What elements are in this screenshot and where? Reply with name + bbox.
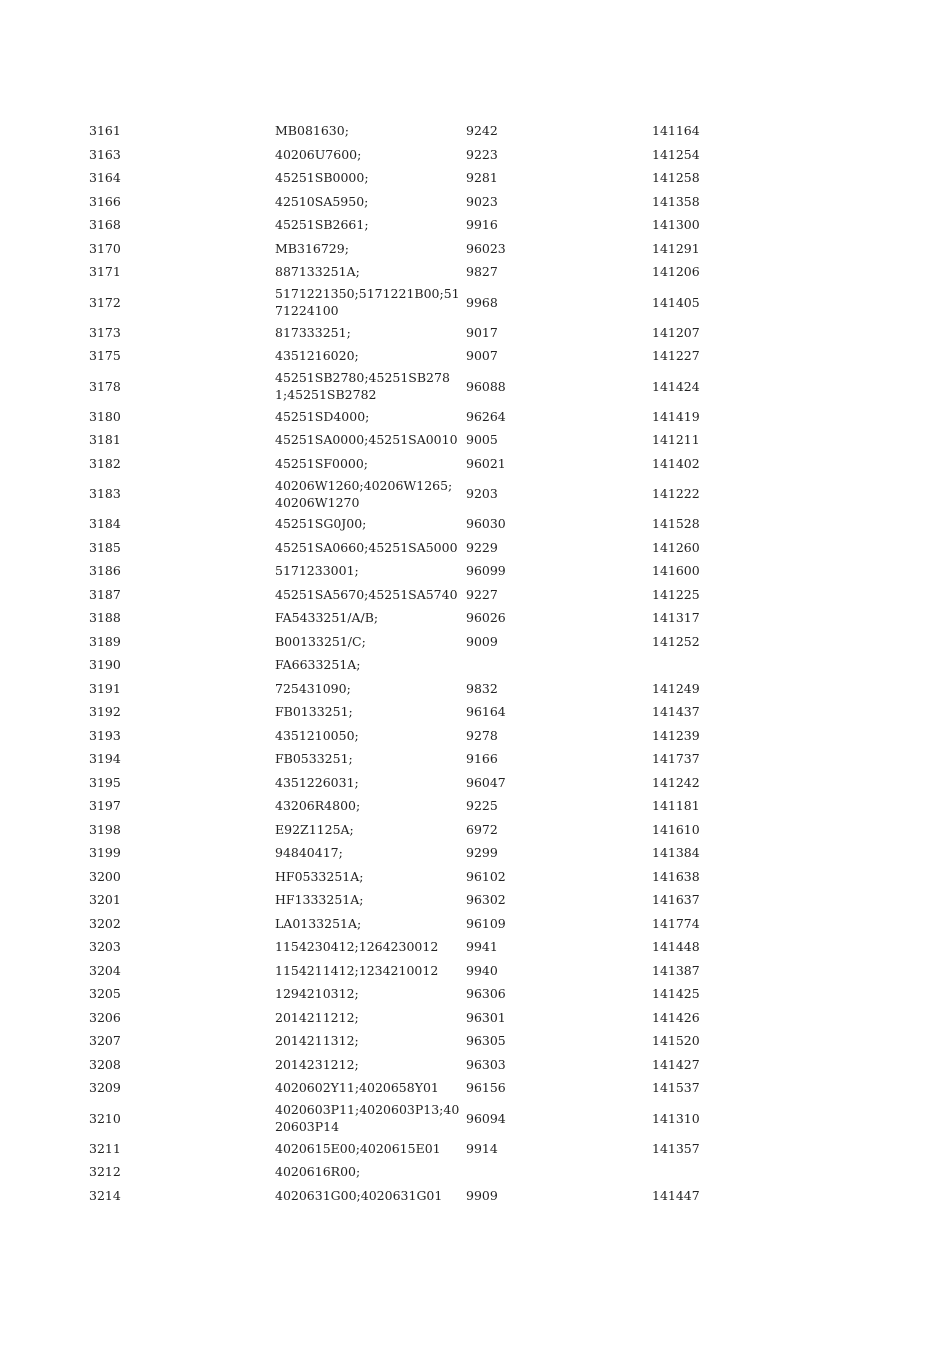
cell-item-number: 3170 bbox=[89, 240, 121, 256]
cell-product-code: 141425 bbox=[652, 986, 700, 1002]
cell-reference-number: 9203 bbox=[466, 486, 498, 501]
cell-reference-number: 9009 bbox=[466, 633, 498, 649]
cell-oem-numbers: 2014231212; bbox=[275, 1056, 359, 1072]
cell-reference-number: 96023 bbox=[466, 240, 506, 256]
cell-reference-number: 9914 bbox=[466, 1140, 498, 1156]
cell-oem-numbers: E92Z1125A; bbox=[275, 821, 354, 837]
cell-reference-number: 9007 bbox=[466, 348, 498, 364]
cell-reference-number: 96094 bbox=[466, 1110, 506, 1126]
cell-reference-number: 9827 bbox=[466, 264, 498, 280]
cell-reference-number: 9832 bbox=[466, 680, 498, 696]
table-row bbox=[89, 428, 749, 452]
cell-product-code: 141427 bbox=[652, 1056, 700, 1072]
cell-oem-numbers: 4020602Y11;4020658Y01 bbox=[275, 1080, 439, 1096]
cell-item-number: 3212 bbox=[89, 1164, 121, 1180]
cell-item-number: 3209 bbox=[89, 1080, 121, 1096]
cell-oem-numbers: 5171221350;5171221B00;5171224100 bbox=[275, 286, 460, 318]
cell-product-code: 141227 bbox=[652, 348, 700, 364]
cell-item-number: 3189 bbox=[89, 633, 121, 649]
cell-reference-number: 9281 bbox=[466, 170, 498, 186]
cell-reference-number: 9227 bbox=[466, 586, 498, 602]
cell-reference-number: 96026 bbox=[466, 610, 506, 626]
cell-reference-number: 96102 bbox=[466, 868, 506, 884]
table-row bbox=[89, 724, 749, 748]
cell-product-code: 141291 bbox=[652, 240, 700, 256]
cell-item-number: 3193 bbox=[89, 727, 121, 743]
cell-item-number: 3175 bbox=[89, 348, 121, 364]
table-row bbox=[89, 583, 749, 607]
cell-product-code: 141384 bbox=[652, 845, 700, 861]
cell-product-code: 141181 bbox=[652, 798, 700, 814]
table-row bbox=[89, 344, 749, 368]
cell-item-number: 3178 bbox=[89, 378, 121, 394]
table-row bbox=[89, 166, 749, 190]
table-row bbox=[89, 771, 749, 795]
cell-product-code: 141774 bbox=[652, 915, 700, 931]
cell-item-number: 3161 bbox=[89, 123, 121, 139]
cell-product-code: 141310 bbox=[652, 1110, 700, 1126]
table-row bbox=[89, 559, 749, 583]
cell-oem-numbers: 2014211312; bbox=[275, 1033, 359, 1049]
cell-oem-numbers: MB081630; bbox=[275, 123, 349, 139]
cell-item-number: 3191 bbox=[89, 680, 121, 696]
cell-product-code: 141300 bbox=[652, 217, 700, 233]
cell-product-code: 141402 bbox=[652, 455, 700, 471]
cell-product-code: 141258 bbox=[652, 170, 700, 186]
cell-oem-numbers: 45251SB0000; bbox=[275, 170, 369, 186]
cell-reference-number: 96301 bbox=[466, 1009, 506, 1025]
table-row bbox=[89, 912, 749, 936]
cell-product-code: 141447 bbox=[652, 1187, 700, 1203]
cell-item-number: 3184 bbox=[89, 516, 121, 532]
cell-product-code: 141387 bbox=[652, 962, 700, 978]
cell-oem-numbers: FB0533251; bbox=[275, 751, 353, 767]
cell-oem-numbers: FA5433251/A/B; bbox=[275, 610, 379, 626]
cell-item-number: 3180 bbox=[89, 408, 121, 424]
cell-oem-numbers: 42510SA5950; bbox=[275, 193, 369, 209]
cell-item-number: 3163 bbox=[89, 146, 121, 162]
cell-reference-number: 96030 bbox=[466, 516, 506, 532]
cell-item-number: 3210 bbox=[89, 1110, 121, 1126]
cell-reference-number: 9278 bbox=[466, 727, 498, 743]
table-row bbox=[89, 190, 749, 214]
cell-product-code: 141537 bbox=[652, 1080, 700, 1096]
cell-item-number: 3197 bbox=[89, 798, 121, 814]
cell-oem-numbers: 4351226031; bbox=[275, 774, 359, 790]
cell-product-code: 141424 bbox=[652, 378, 700, 394]
cell-oem-numbers: 4020631G00;4020631G01 bbox=[275, 1187, 443, 1203]
cell-oem-numbers: 725431090; bbox=[275, 680, 351, 696]
cell-item-number: 3198 bbox=[89, 821, 121, 837]
cell-item-number: 3172 bbox=[89, 294, 121, 310]
cell-product-code: 141317 bbox=[652, 610, 700, 626]
cell-product-code: 141357 bbox=[652, 1140, 700, 1156]
cell-product-code: 141249 bbox=[652, 680, 700, 696]
cell-reference-number: 96109 bbox=[466, 915, 506, 931]
table-row bbox=[89, 865, 749, 889]
table-row bbox=[89, 794, 749, 818]
cell-item-number: 3205 bbox=[89, 986, 121, 1002]
cell-oem-numbers: 43206R4800; bbox=[275, 798, 361, 814]
cell-product-code: 141260 bbox=[652, 539, 700, 555]
cell-product-code: 141600 bbox=[652, 563, 700, 579]
table-row bbox=[89, 368, 749, 405]
cell-reference-number: 96088 bbox=[466, 378, 506, 394]
cell-item-number: 3173 bbox=[89, 324, 121, 340]
cell-product-code: 141419 bbox=[652, 408, 700, 424]
cell-product-code: 141637 bbox=[652, 892, 700, 908]
cell-oem-numbers: 4351210050; bbox=[275, 727, 359, 743]
cell-product-code: 141448 bbox=[652, 939, 700, 955]
table-row bbox=[89, 512, 749, 536]
cell-oem-numbers: 1154230412;1264230012 bbox=[275, 939, 439, 955]
cell-item-number: 3204 bbox=[89, 962, 121, 978]
cell-item-number: 3211 bbox=[89, 1140, 121, 1156]
cell-product-code: 141737 bbox=[652, 751, 700, 767]
cell-oem-numbers: B00133251/C; bbox=[275, 633, 366, 649]
table-row bbox=[89, 1160, 749, 1184]
table-row bbox=[89, 1053, 749, 1077]
cell-oem-numbers: FB0133251; bbox=[275, 704, 353, 720]
cell-reference-number: 9166 bbox=[466, 751, 498, 767]
table-row bbox=[89, 405, 749, 429]
cell-oem-numbers: 94840417; bbox=[275, 845, 343, 861]
cell-product-code: 141222 bbox=[652, 486, 700, 501]
cell-item-number: 3187 bbox=[89, 586, 121, 602]
table-row bbox=[89, 143, 749, 167]
table-row bbox=[89, 747, 749, 771]
cell-oem-numbers: 817333251; bbox=[275, 324, 351, 340]
cell-item-number: 3188 bbox=[89, 610, 121, 626]
table-row bbox=[89, 1076, 749, 1100]
cell-reference-number: 9017 bbox=[466, 324, 498, 340]
cell-item-number: 3200 bbox=[89, 868, 121, 884]
cell-item-number: 3195 bbox=[89, 774, 121, 790]
cell-item-number: 3183 bbox=[89, 486, 121, 501]
cell-item-number: 3207 bbox=[89, 1033, 121, 1049]
cell-product-code bbox=[652, 653, 749, 677]
cell-reference-number: 96099 bbox=[466, 563, 506, 579]
cell-item-number: 3214 bbox=[89, 1187, 121, 1203]
cell-reference-number: 9941 bbox=[466, 939, 498, 955]
table-row bbox=[89, 677, 749, 701]
table-row bbox=[89, 959, 749, 983]
cell-item-number: 3185 bbox=[89, 539, 121, 555]
cell-oem-numbers: HF0533251A; bbox=[275, 868, 364, 884]
cell-oem-numbers: 1154211412;1234210012 bbox=[275, 962, 439, 978]
cell-oem-numbers: 45251SD4000; bbox=[275, 408, 370, 424]
table-row bbox=[89, 284, 749, 321]
cell-reference-number: 9299 bbox=[466, 845, 498, 861]
cell-item-number: 3166 bbox=[89, 193, 121, 209]
cell-reference-number: 96264 bbox=[466, 408, 506, 424]
cell-reference-number: 96047 bbox=[466, 774, 506, 790]
cell-product-code: 141610 bbox=[652, 821, 700, 837]
cell-item-number: 3208 bbox=[89, 1056, 121, 1072]
table-row bbox=[89, 321, 749, 345]
table-row bbox=[89, 982, 749, 1006]
cell-item-number: 3181 bbox=[89, 432, 121, 448]
cell-oem-numbers: 5171233001; bbox=[275, 563, 359, 579]
table-row bbox=[89, 935, 749, 959]
cell-reference-number: 9909 bbox=[466, 1187, 498, 1203]
cell-oem-numbers: 4020616R00; bbox=[275, 1164, 361, 1180]
cell-product-code: 141164 bbox=[652, 123, 700, 139]
cell-reference-number: 96305 bbox=[466, 1033, 506, 1049]
cell-product-code: 141528 bbox=[652, 516, 700, 532]
table-row bbox=[89, 260, 749, 284]
cell-product-code: 141211 bbox=[652, 432, 700, 448]
cell-product-code: 141520 bbox=[652, 1033, 700, 1049]
cell-product-code: 141358 bbox=[652, 193, 700, 209]
cell-product-code: 141405 bbox=[652, 294, 700, 310]
cell-oem-numbers: 4020615E00;4020615E01 bbox=[275, 1140, 441, 1156]
cell-reference-number: 9225 bbox=[466, 798, 498, 814]
cell-item-number: 3194 bbox=[89, 751, 121, 767]
cell-reference-number: 96156 bbox=[466, 1080, 506, 1096]
cell-reference-number: 96021 bbox=[466, 455, 506, 471]
table-row bbox=[89, 1029, 749, 1053]
cell-product-code: 141242 bbox=[652, 774, 700, 790]
table-row bbox=[89, 1184, 749, 1208]
cell-reference-number: 9223 bbox=[466, 146, 498, 162]
cell-product-code: 141225 bbox=[652, 586, 700, 602]
cell-oem-numbers: FA6633251A; bbox=[275, 657, 361, 673]
table-row bbox=[89, 606, 749, 630]
cell-oem-numbers: 1294210312; bbox=[275, 986, 359, 1002]
table-row bbox=[89, 700, 749, 724]
cell-reference-number bbox=[466, 653, 652, 677]
cell-item-number: 3168 bbox=[89, 217, 121, 233]
cell-reference-number: 9005 bbox=[466, 432, 498, 448]
cell-item-number: 3182 bbox=[89, 455, 121, 471]
cell-item-number: 3186 bbox=[89, 563, 121, 579]
parts-table bbox=[89, 119, 749, 1207]
cell-oem-numbers: 2014211212; bbox=[275, 1009, 359, 1025]
table-row bbox=[89, 1137, 749, 1161]
cell-product-code: 141207 bbox=[652, 324, 700, 340]
table-row bbox=[89, 237, 749, 261]
cell-item-number: 3192 bbox=[89, 704, 121, 720]
table-row bbox=[89, 653, 749, 677]
cell-item-number: 3202 bbox=[89, 915, 121, 931]
cell-reference-number bbox=[466, 1160, 652, 1184]
cell-oem-numbers: 45251SA0660;45251SA5000 bbox=[275, 539, 458, 555]
cell-product-code: 141252 bbox=[652, 633, 700, 649]
cell-oem-numbers: 45251SB2661; bbox=[275, 217, 369, 233]
cell-product-code bbox=[652, 1160, 749, 1184]
cell-reference-number: 96164 bbox=[466, 704, 506, 720]
cell-reference-number: 9242 bbox=[466, 123, 498, 139]
cell-product-code: 141239 bbox=[652, 727, 700, 743]
cell-oem-numbers: MB316729; bbox=[275, 240, 349, 256]
cell-product-code: 141638 bbox=[652, 868, 700, 884]
cell-oem-numbers: 45251SF0000; bbox=[275, 455, 369, 471]
cell-oem-numbers: 4351216020; bbox=[275, 348, 359, 364]
table-row bbox=[89, 475, 749, 512]
cell-oem-numbers: 887133251A; bbox=[275, 264, 360, 280]
parts-table-body bbox=[89, 119, 749, 1207]
cell-reference-number: 9968 bbox=[466, 294, 498, 310]
cell-oem-numbers: 4020603P11;4020603P13;4020603P14 bbox=[275, 1102, 460, 1134]
cell-oem-numbers: 45251SA5670;45251SA5740 bbox=[275, 586, 458, 602]
cell-product-code: 141437 bbox=[652, 704, 700, 720]
table-row bbox=[89, 630, 749, 654]
cell-reference-number: 9023 bbox=[466, 193, 498, 209]
cell-oem-numbers: 40206U7600; bbox=[275, 146, 362, 162]
cell-reference-number: 9940 bbox=[466, 962, 498, 978]
cell-oem-numbers: 45251SG0J00; bbox=[275, 516, 367, 532]
cell-item-number: 3171 bbox=[89, 264, 121, 280]
cell-item-number: 3201 bbox=[89, 892, 121, 908]
parts-sheet bbox=[89, 119, 749, 1207]
cell-reference-number: 9916 bbox=[466, 217, 498, 233]
cell-item-number: 3164 bbox=[89, 170, 121, 186]
table-row bbox=[89, 888, 749, 912]
cell-item-number: 3190 bbox=[89, 657, 121, 673]
table-row bbox=[89, 213, 749, 237]
cell-reference-number: 6972 bbox=[466, 821, 498, 837]
table-row bbox=[89, 1006, 749, 1030]
cell-product-code: 141254 bbox=[652, 146, 700, 162]
table-row bbox=[89, 841, 749, 865]
cell-oem-numbers: LA0133251A; bbox=[275, 915, 362, 931]
cell-oem-numbers: 40206W1260;40206W1265;40206W1270 bbox=[275, 477, 453, 510]
cell-item-number: 3206 bbox=[89, 1009, 121, 1025]
cell-oem-numbers: HF1333251A; bbox=[275, 892, 364, 908]
cell-product-code: 141206 bbox=[652, 264, 700, 280]
cell-item-number: 3199 bbox=[89, 845, 121, 861]
cell-reference-number: 96303 bbox=[466, 1056, 506, 1072]
cell-reference-number: 96306 bbox=[466, 986, 506, 1002]
cell-oem-numbers: 45251SB2780;45251SB2781;45251SB2782 bbox=[275, 370, 450, 402]
cell-product-code: 141426 bbox=[652, 1009, 700, 1025]
cell-reference-number: 9229 bbox=[466, 539, 498, 555]
table-row bbox=[89, 452, 749, 476]
table-row bbox=[89, 1100, 749, 1137]
table-row bbox=[89, 536, 749, 560]
cell-reference-number: 96302 bbox=[466, 892, 506, 908]
cell-oem-numbers: 45251SA0000;45251SA0010 bbox=[275, 432, 458, 448]
table-row bbox=[89, 119, 749, 143]
table-row bbox=[89, 818, 749, 842]
cell-item-number: 3203 bbox=[89, 939, 121, 955]
